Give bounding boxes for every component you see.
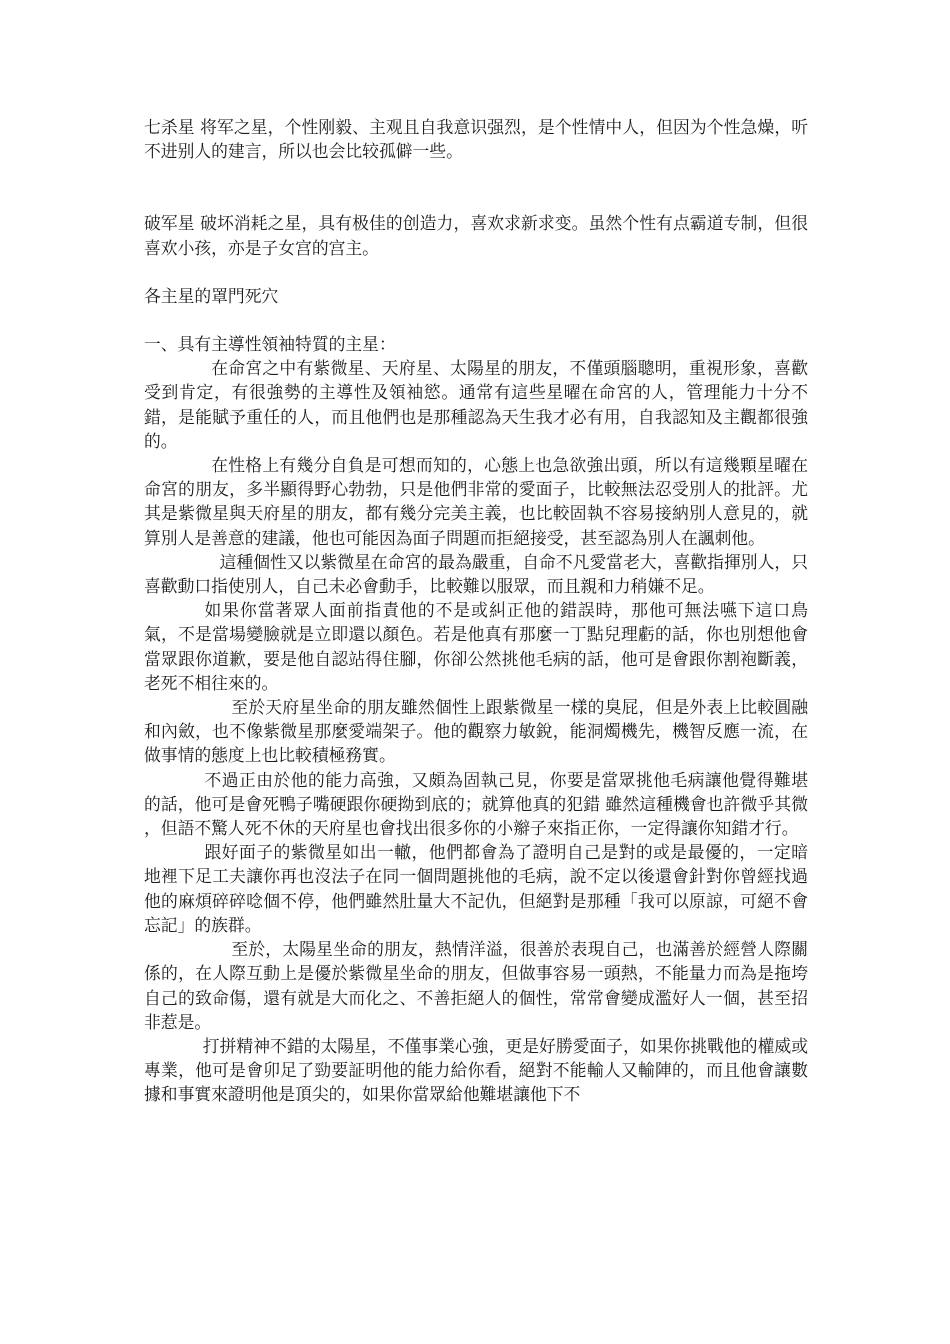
spacer: [144, 308, 808, 332]
paragraph-8: 至於，太陽星坐命的朋友，熱情洋溢，很善於表現自己，也滿善於經營人際關係的，在人際互動上是優於紫微星坐命的朋友，但做事容易一頭熱，不能量力而為是拖垮自己的致命傷，還有就是大而化之、不善拒絕人的個性，常常會變成濫好人一個，甚至招非惹是。: [144, 939, 808, 1032]
paragraph-1: 在命宮之中有紫微星、天府星、太陽星的朋友，不僅頭腦聰明，重視形象，喜歡受到肯定，有很強勢的主導性及領袖慾。通常有這些星曜在命宮的人，管理能力十分不錯，是能賦予重任的人，而且他們也是那種認為天生我才必有用，自我認知及主觀都很強的。: [144, 358, 808, 451]
spacer: [144, 260, 808, 284]
paragraph-5: 至於天府星坐命的朋友雖然個性上跟紫微星一樣的臭屁，但是外表上比較圓融和內斂，也不像紫微星那麼愛端架子。他的觀察力敏銳，能洞燭機先，機智反應一流，在做事情的態度上也比較積極務實。: [144, 697, 808, 766]
section-heading: 各主星的罩門死穴: [144, 285, 279, 306]
paragraph-pojun: 破军星 破坏消耗之星，具有极佳的创造力，喜欢求新求变。虽然个性有点霸道专制，但很喜欢小孩，亦是子女宫的宫主。: [144, 213, 808, 258]
paragraph-4: 如果你當著眾人面前指責他的不是或糾正他的錯誤時，那他可無法嚥下這口鳥氣，不是當場變臉就是立即還以顏色。若是他真有那麼一丁點兒理虧的話，你也別想他會當眾跟你道歉，要是他自認站得住腳，你卻公然挑他毛病的話，他可是會跟你割袍斷義，老死不相往來的。: [144, 600, 808, 693]
paragraph-qisha: 七杀星 将军之星，个性刚毅、主观且自我意识强烈，是个性情中人，但因为个性急燥，听不进别人的建言，所以也会比较孤僻一些。: [144, 117, 808, 162]
paragraph-9: 打拼精神不錯的太陽星，不僅事業心強，更是好勝愛面子，如果你挑戰他的權威或專業，他可是會卯足了勁要証明他的能力給你看，絕對不能輸人又輸陣的，而且他會讓數據和事實來證明他是頂尖的，如果你當眾給他難堪讓他下不: [144, 1035, 808, 1105]
paragraph-3: 這種個性又以紫微星在命宮的最為嚴重，自命不凡愛當老大，喜歡指揮別人，只喜歡動口指使別人，自己未必會動手，比較難以服眾，而且親和力稍嫌不足。: [144, 551, 808, 597]
paragraph-2: 在性格上有幾分自負是可想而知的，心態上也急欲強出頭，所以有這幾顆星曜在命宮的朋友，多半顯得野心勃勃，只是他們非常的愛面子，比較無法忍受別人的批評。尤其是紫微星與天府星的朋友，都有幾分完美主義，也比較固執不容易接納別人意見的，就算別人是善意的建議，他也可能因為面子問題而拒絕接受，甚至認為別人在諷刺他。: [144, 455, 808, 548]
paragraph-6: 不過正由於他的能力高強，又頗為固執己見，你要是當眾挑他毛病讓他覺得難堪的話，他可是會死鴨子嘴硬跟你硬拗到底的；就算他真的犯錯 雖然這種機會也許微乎其微 ，但語不驚人死不休的天府星也會找出很多你的小辮子來指正你，一定得讓你知錯才行。: [144, 769, 808, 839]
document-page: [144, 115, 808, 1107]
paragraph-7: 跟好面子的紫微星如出一轍，他們都會為了證明自己是對的或是最優的，一定暗地裡下足工夫讓你再也沒法子在同一個問題挑他的毛病，說不定以後還會針對你曾經找過他的麻煩碎碎唸個不停，他們雖然肚量大不記仇，但絕對是那種「我可以原諒，可絕不會忘記」的族群。: [144, 842, 808, 935]
subheading: 一、具有主導性領袖特質的主星：: [144, 334, 396, 355]
spacer: [144, 163, 808, 211]
